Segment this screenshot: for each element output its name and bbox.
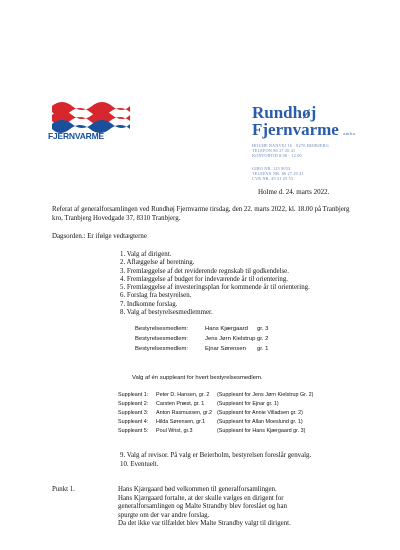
agenda-item: 1. Valg af dirigent.: [120, 251, 172, 258]
substitute-label: Suppleant 2:: [118, 401, 149, 407]
punkt-line: generalforsamlingen og Malte Strandby blev foreslået og han: [118, 503, 287, 511]
agenda-item: 9. Valg af revisor. På valg er Beierholm, bestyrelsen foreslår genvalg.: [120, 452, 312, 459]
substitute-label: Suppleant 3:: [118, 410, 149, 416]
agenda-item: 2. Aflæggelse af beretning.: [120, 259, 195, 267]
account-line: CVR NR. 49 31 25 53: [252, 176, 294, 182]
company-suffix: a.m.b.a.: [343, 131, 356, 136]
board-group: gr. 1: [257, 346, 269, 352]
agenda-list: [120, 251, 310, 317]
board-name: Jens Jørn Kielstrup: [205, 336, 256, 342]
board-name: Hans Kjærgaard: [205, 326, 248, 332]
substitute-note: (Suppleant for Annie Villadsen gr. 2): [217, 410, 303, 416]
substitutes-table: [118, 392, 348, 442]
company-name-line1: Rundhøj: [252, 103, 317, 122]
substitute-label: Suppleant 4:: [118, 419, 149, 425]
substitute-note: (Suppleant for Ejnar gr. 1): [217, 401, 279, 407]
account-block: [252, 166, 304, 182]
document-date: Holme d. 24. marts 2022.: [258, 188, 330, 196]
substitute-note: (Suppleant for Allan Moeslund gr. 1): [217, 419, 303, 425]
address-line: KONTORTID 8.00 - 12.00: [252, 153, 302, 159]
substitute-label: Suppleant 5:: [118, 428, 149, 434]
substitute-name: Carsten Præst, gr. 1: [156, 401, 205, 407]
intro-paragraph: Referat af generalforsamlingen ved Rundhøj Fjernvarme tirsdag, den 22. marts 2022, kl. 18.00 på Tranbjerg kro, Tranbjerg Hovedgade 37, 8310 Tranbjerg.: [52, 206, 350, 222]
agenda-item: 8. Valg af bestyrelsesmedlemmer.: [120, 309, 213, 317]
address-line: HOLME BANVEJ 16 · 8270 HØJBJERG: [252, 143, 329, 148]
company-name-line2: Fjernvarme a.m.b.a.: [252, 120, 356, 139]
agenda-item: 10. Eventuelt.: [120, 461, 159, 468]
agenda-heading: Dagsorden.: Er ifølge vedtægterne: [52, 233, 147, 240]
agenda-item: 3. Fremlæggelse af det reviderende regnskab til godkendelse.: [120, 267, 289, 275]
agenda-item: 4. Fremlæggelse af budget for indeværende år til orientering.: [120, 275, 289, 283]
substitute-name: Poul Wrist, gr.3: [156, 428, 193, 434]
punkt-line: Da det ikke var tilfældet blev Malte Strandby valgt til dirigent.: [118, 520, 291, 528]
address-block: [252, 143, 329, 159]
board-name: Ejnar Sørensen: [205, 346, 246, 352]
board-group: gr. 3: [257, 326, 269, 332]
punkt-text: [118, 486, 368, 529]
substitute-name: Anton Rasmussen, gr.2: [156, 410, 213, 416]
substitute-label: Suppleant 1:: [118, 392, 149, 398]
board-role: Bestyrelsesmedlem:: [135, 346, 189, 352]
account-line: GIRO NR. 125 9053: [252, 166, 291, 171]
substitute-note: (Suppleant for Hans Kjærgaard gr. 3): [217, 428, 306, 434]
agenda-item: 5. Fremlæggelse af investeringsplan for kommende år til orientering.: [120, 284, 310, 292]
address-line: TELEFON 86 27 20 41: [252, 148, 296, 154]
punkt-line: Hans Kjærgaard bød velkommen til generalforsamlingen.: [118, 486, 277, 493]
board-group: gr. 2: [257, 336, 269, 342]
agenda-item: 6. Forslag fra bestyrelsen.: [120, 292, 192, 300]
board-role: Bestyrelsesmedlem:: [135, 336, 189, 342]
punkt-line: Hans Kjærgaard fortalte, at der skulle vælges en dirigent for: [118, 494, 284, 502]
logo-text: FJERNVARME: [48, 131, 104, 141]
substitute-heading: Valg af én suppleant for hvert bestyrelsesmedlem.: [132, 375, 263, 381]
agenda-item: 7. Indkomne forslag.: [120, 300, 178, 308]
substitute-name: Peter D. Hansen, gr. 2: [156, 392, 210, 398]
account-line: TELEFAX NR. 86 27 29 41: [252, 171, 304, 177]
punkt-label: Punkt 1.: [52, 486, 75, 493]
substitute-note: (Suppleant for Jens Jørn Kielstrup Gr. 2): [217, 392, 314, 398]
board-role: Bestyrelsesmedlem:: [135, 326, 189, 332]
substitute-name: Hilda Sørensen, gr.1: [156, 419, 206, 425]
board-table: [135, 326, 315, 356]
punkt-line: spurgte om der var andre forslag.: [118, 511, 210, 519]
